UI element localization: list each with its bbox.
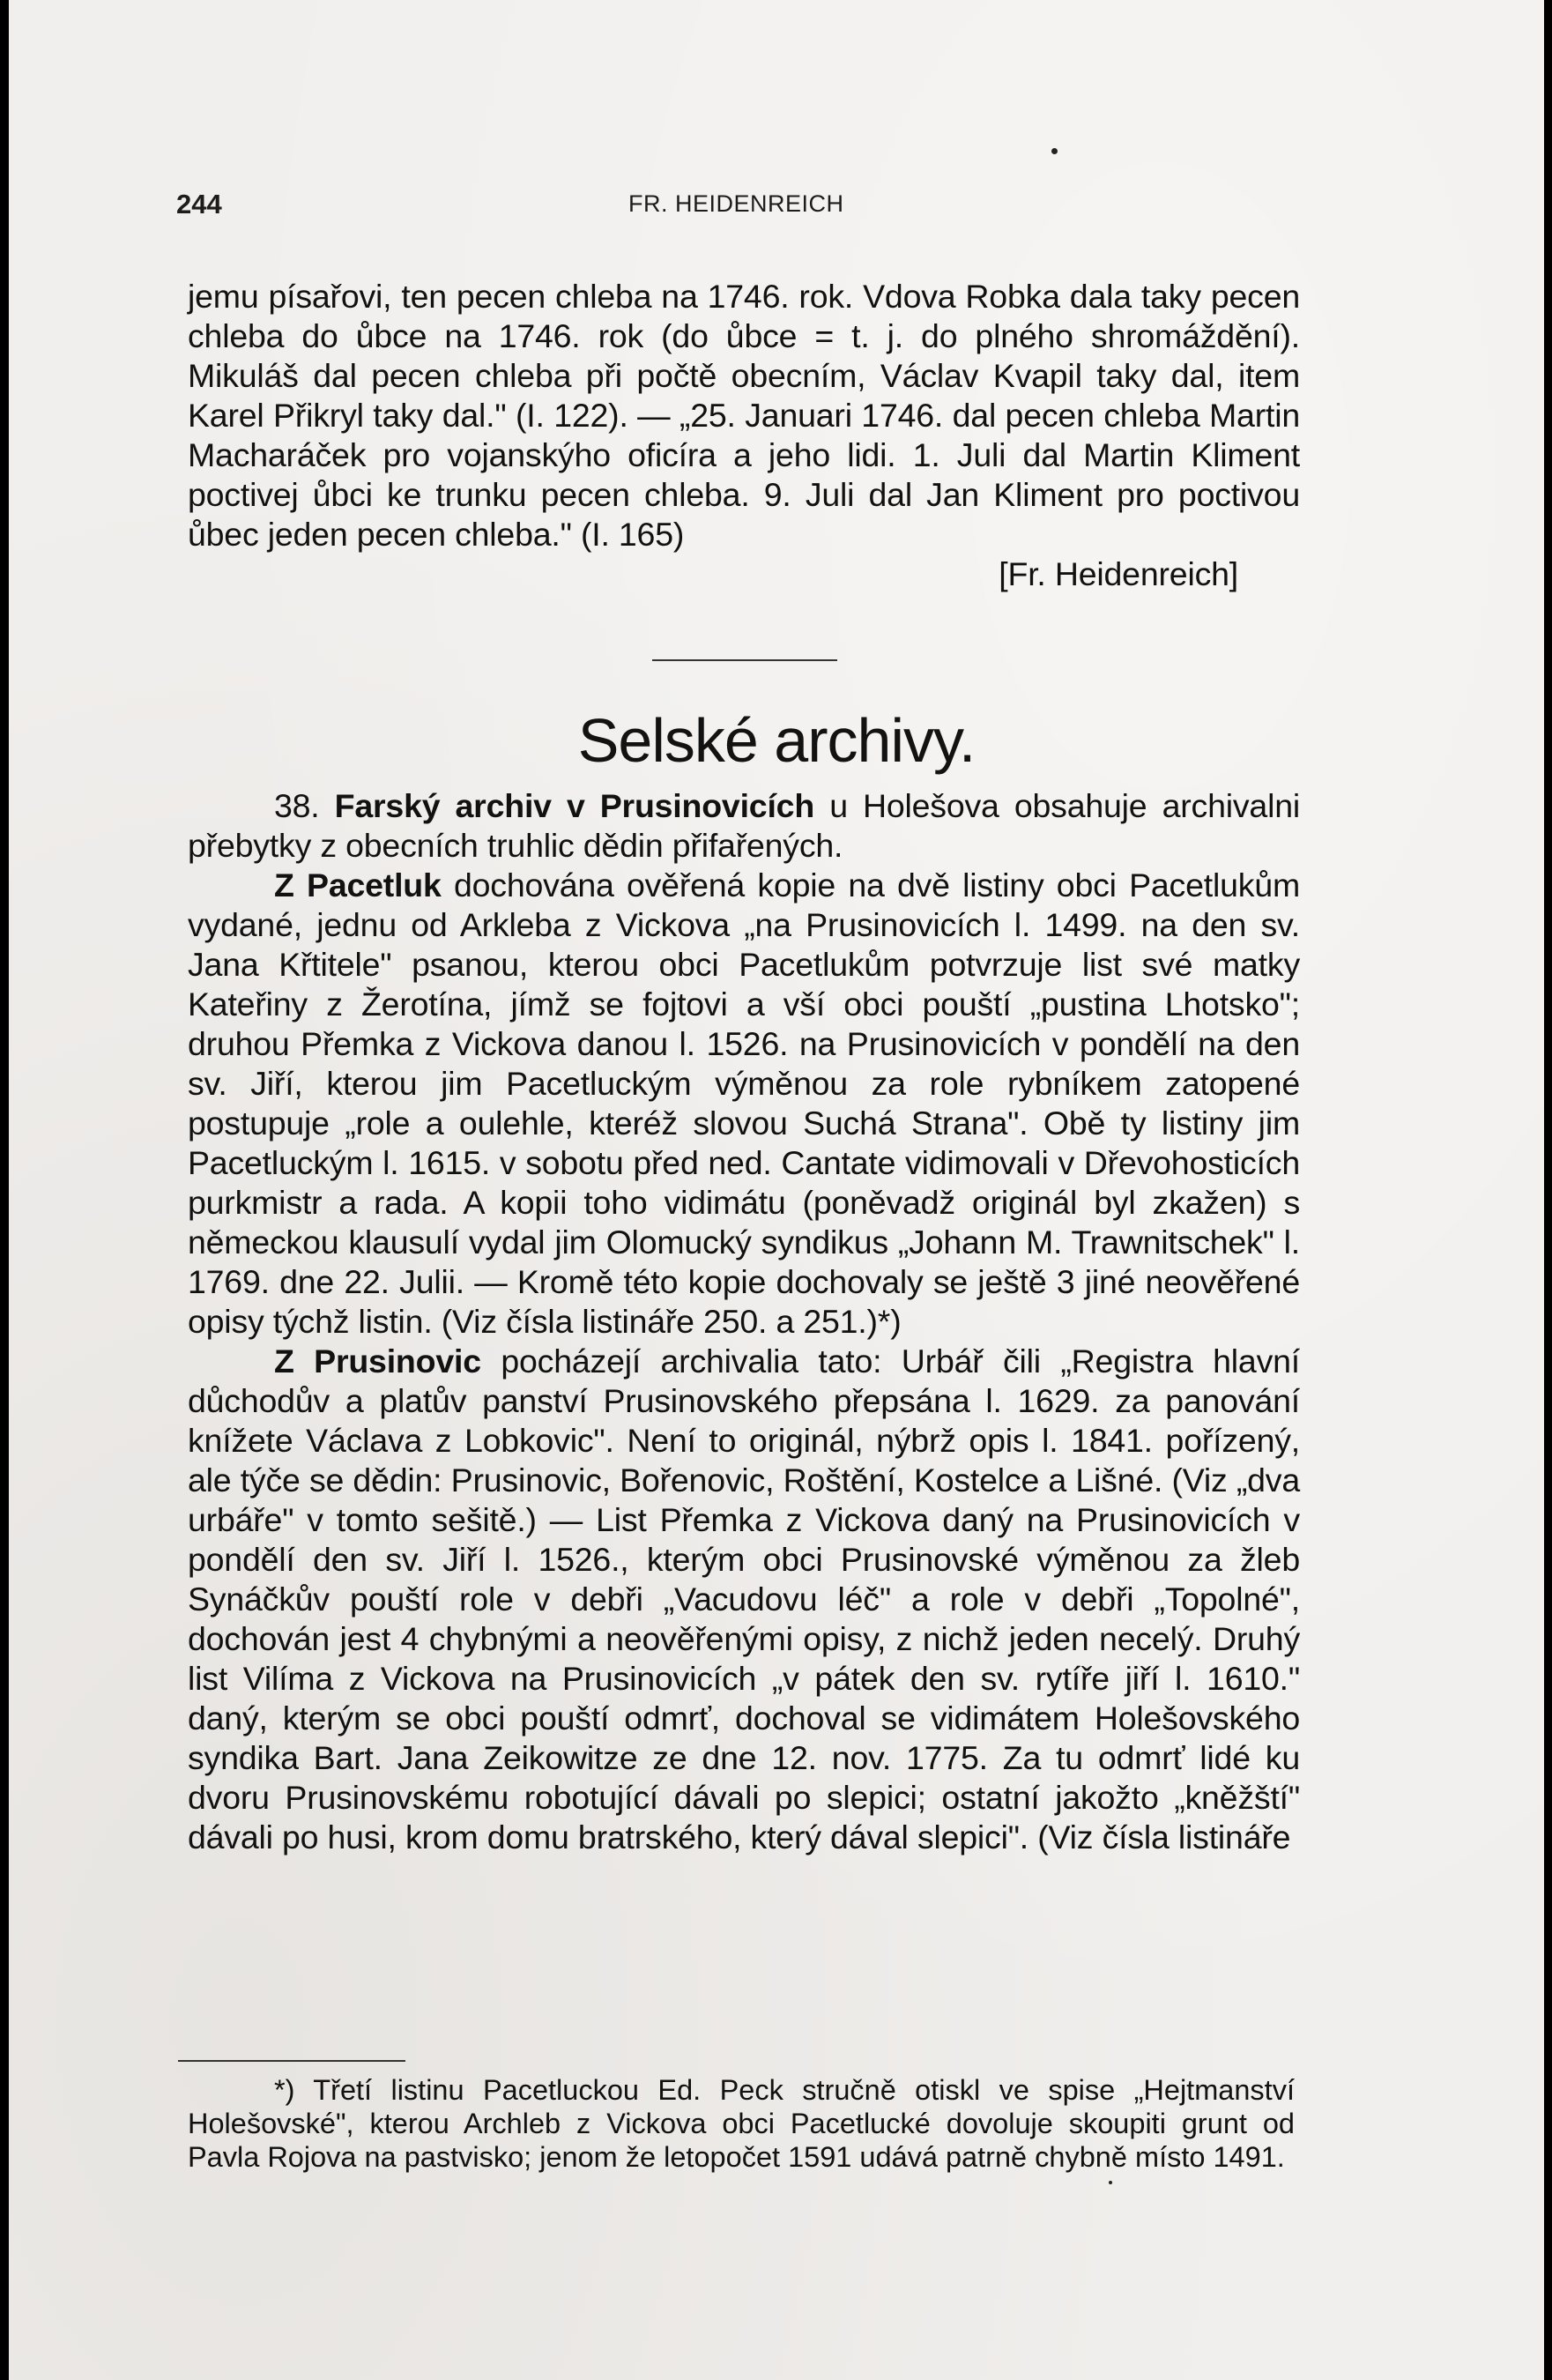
book-page bbox=[9, 0, 1544, 2380]
intro-paragraph: jemu písařovi, ten pecen chleba na 1746. rok. Vdova Robka dala taky pecen chleba do ůbce na 1746. rok (do ůbce = t. j. do plného shromáždění). Mikuláš dal pecen chleba při počtě obecním, Václav Kvapil taky dal, item Karel Přikryl taky dal." (I. 122). — „25. Januari 1746. dal pecen chleba Martin Macharáček pro vojanskýho oficíra a jeho lidi. 1. Juli dal Martin Kliment poctivej ůbci ke trunku pecen chleba. 9. Juli dal Jan Kliment pro poctivou ůbec jeden pecen chleba." (I. 165) bbox=[188, 278, 1300, 553]
section-separator bbox=[652, 659, 837, 661]
paragraph-number: 38. bbox=[274, 787, 320, 824]
page-header bbox=[9, 189, 1544, 224]
signature: [Fr. Heidenreich] bbox=[999, 555, 1238, 592]
paragraph-text: u Holešova obsahuje archivalni přebytky z obecních truhlic dědin přifařených. bbox=[188, 787, 1300, 864]
paragraph-text: pocházejí archivalia tato: Urbář čili „Registra hlavní důchodův a platův panství Prusinovského přepsána l. 1629. za panování knížete Václava z Lobkovic". Není to originál, nýbrž opis l. 1841. pořízený, ale týče se dědin: Prusinovic, Bořenovic, Roštění, Kostelce a Lišné. (Viz „dva urbáře" v tomto sešitě.) — List Přemka z Vickova daný na Prusinovicích v pondělí den sv. Jiří l. 1526., kterým obci Prusinovské výměnou za žleb Synáčkův pouští role v debři „Vacudovu léč" a role v debři „Topolné", dochován jest 4 chybnými a neověřenými opisy, z nichž jeden necelý. Druhý list Vilíma z Vickova na Prusinovicích „v pátek den sv. rytíře jiří l. 1610." daný, kterým se obci pouští odmrť, dochoval se vidimátem Holešovského syndika Bart. Jana Zeikowitze ze dne 12. nov. 1775. Za tu odmrť lidé ku dvoru Prusinovskému robotující dávali po slepici; ostatní jakožto „kněžští" dávali po husi, krom domu bratrského, který dával slepici". (Viz čísla listináře bbox=[188, 1342, 1301, 1856]
paragraph-pacetluk bbox=[188, 866, 1300, 1342]
paragraph-text: dochována ověřená kopie na dvě listiny obci Pacetlukům vydané, jednu od Arkleba z Vickova „na Prusinovicích l. 1499. na den sv. Jana Křtitele" psanou, kterou obci Pacetlukům potvrzuje list své matky Kateřiny z Žerotína, jímž se fojtovi a vší obci pouští „pustina Lhotsko"; druhou Přemka z Vickova danou l. 1526. na Prusinovicích v pondělí na den sv. Jiří, kterou jim Pacetluckým výměnou za role rybníkem zatopené postupuje „role a oulehle, kteréž slovou Suchá Strana". Obě ty listiny jim Pacetluckým l. 1615. v sobotu před ned. Cantate vidimovali v Dřevohosticích purkmistr a rada. A kopii toho vidimátu (poněvadž originál byl zkažen) s německou klausulí vydal jim Olomucký syndikus „Johann M. Trawnitschek" l. 1769. dne 22. Julii. — Kromě této kopie dochovaly se ještě 3 jiné neověřené opisy týchž listin. (Viz čísla listináře 250. a 251.)*) bbox=[188, 866, 1301, 1340]
paragraph-lead: Z Prusinovic bbox=[274, 1342, 481, 1380]
intro-block bbox=[188, 277, 1300, 594]
page-number: 244 bbox=[176, 189, 222, 219]
ink-speck bbox=[1051, 148, 1058, 154]
paragraph-prusinovic bbox=[188, 1342, 1300, 1857]
paragraph-38 bbox=[188, 786, 1300, 866]
paragraph-lead: Z Pacetluk bbox=[274, 866, 442, 904]
footnote: *) Třetí listinu Pacetluckou Ed. Peck stručně otiskl ve spise „Hejtmanství Holešovské", kterou Archleb z Vickova obci Pacetlucké dovoluje skoupiti grunt od Pavla Rojova na pastvisko; jenom že letopočet 1591 udává patrně chybně místo 1491. bbox=[188, 2074, 1295, 2173]
running-head: FR. HEIDENREICH bbox=[628, 190, 844, 217]
body-block bbox=[188, 786, 1300, 1857]
archive-name: Farský archiv v Prusinovicích bbox=[334, 787, 815, 824]
ink-speck bbox=[1109, 2181, 1112, 2184]
section-title: Selské archivy. bbox=[577, 706, 976, 775]
footnote-rule bbox=[178, 2060, 405, 2062]
